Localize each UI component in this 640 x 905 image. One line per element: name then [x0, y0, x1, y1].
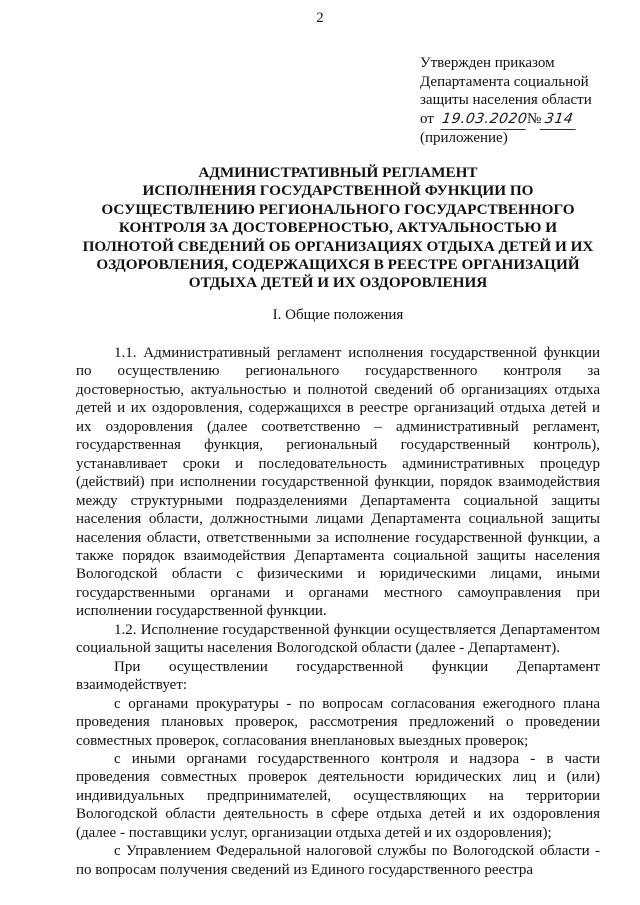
- paragraph-1-1: 1.1. Административный регламент исполнения государственной функции по осуществлению регионального государственного контроля за достоверностью, актуальностью и полнотой сведений об организациях отдыха детей и их оздоровления, содержащихся в реестре организаций отдыха детей и их оздоровления (далее соответственно – административный регламент, государственная функция, региональный государственный контроль), устанавливает сроки и последовательность административных процедур (действий) при исполнении государственной функции, порядок взаимодействия между структурными подразделениями Департамента социальной защиты населения области, должностными лицами Департамента социальной защиты населения области, ответственными за исполнение государственной функции, а также порядок взаимодействия Департамента социальной защиты населения Вологодской области с физическими и юридическими лицами, иными государственными органами и органами местного самоуправления при исполнении государственной функции.: [76, 345, 600, 620]
- approval-line-3: защиты населения области: [420, 92, 592, 108]
- page-number: 2: [316, 10, 324, 26]
- document-body: [76, 344, 600, 879]
- approval-from-label: от: [420, 110, 434, 127]
- document-title: [60, 164, 616, 293]
- handwritten-date: 19.03.2020: [440, 110, 528, 130]
- paragraph-interaction-intro: При осуществлении государственной функции Департамент взаимодействует:: [76, 658, 600, 694]
- title-line: ИСПОЛНЕНИЯ ГОСУДАРСТВЕННОЙ ФУНКЦИИ ПО: [142, 182, 534, 200]
- paragraph-control-bodies: с иными органами государственного контроля и надзора - в части проведения совместных проверок деятельности юридических лиц и (или) индивидуальных предпринимателей, осуществляющих на территории Вологодской области деятельность в сфере отдыха детей и их оздоровления (далее - поставщики услуг, организации отдыха детей и их оздоровления);: [76, 750, 600, 841]
- paragraph-prosecution: с органами прокуратуры - по вопросам согласования ежегодного плана проведения плановых проверок, рассмотрения предложений о проведении совместных проверок, согласования внеплановых выездных проверок;: [76, 695, 600, 749]
- title-line: КОНТРОЛЯ ЗА ДОСТОВЕРНОСТЬЮ, АКТУАЛЬНОСТЬЮ И: [118, 219, 558, 237]
- title-line: ОСУЩЕСТВЛЕНИЮ РЕГИОНАЛЬНОГО ГОСУДАРСТВЕННОГО: [101, 200, 575, 218]
- number-sign: №: [527, 110, 542, 127]
- title-line: АДМИНИСТРАТИВНЫЙ РЕГЛАМЕНТ: [198, 164, 478, 181]
- approval-appendix: (приложение): [420, 130, 508, 146]
- paragraph-tax-service: с Управлением Федеральной налоговой службы по Вологодской области - по вопросам получения сведений из Единого государственного реестра: [76, 843, 600, 878]
- section-heading: I. Общие положения: [272, 307, 404, 323]
- approval-date-line: [420, 110, 620, 130]
- handwritten-order-number: 314: [540, 110, 579, 130]
- title-line: ОЗДОРОВЛЕНИЯ, СОДЕРЖАЩИХСЯ В РЕЕСТРЕ ОРГАНИЗАЦИЙ: [96, 256, 580, 274]
- title-line: ПОЛНОТОЙ СВЕДЕНИЙ ОБ ОРГАНИЗАЦИЯХ ОТДЫХА ДЕТЕЙ И ИХ: [82, 237, 594, 255]
- approval-line-2: Департамента социальной: [420, 73, 589, 90]
- approval-block: [420, 54, 620, 148]
- paragraph-1-2: 1.2. Исполнение государственной функции осуществляется Департаментом социальной защиты населения Вологодской области (далее - Департамент).: [76, 621, 600, 657]
- approval-line-1: Утвержден приказом: [420, 55, 555, 71]
- title-line: ОТДЫХА ДЕТЕЙ И ИХ ОЗДОРОВЛЕНИЯ: [188, 274, 488, 292]
